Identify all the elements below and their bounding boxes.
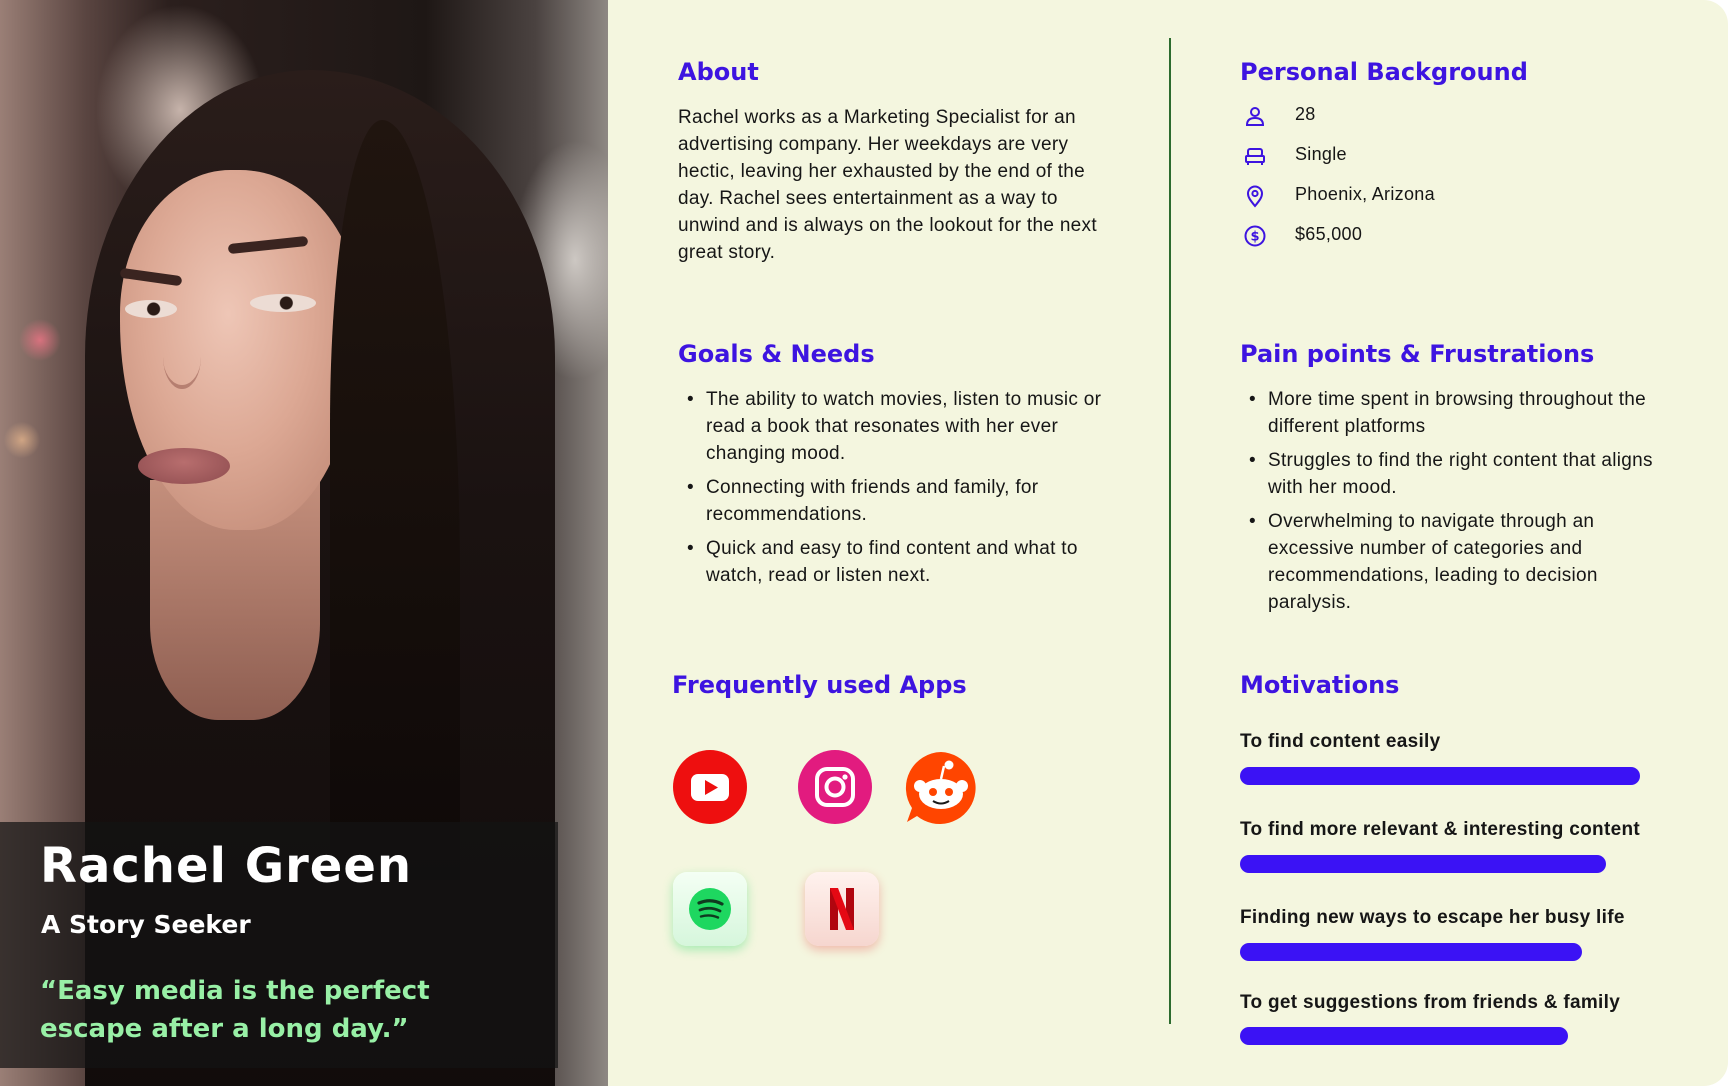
list-item: • The ability to watch movies, listen to music or read a book that resonates with her ever changing mood.: [678, 386, 1108, 467]
list-item: • More time spent in browsing throughout the different platforms: [1240, 386, 1660, 440]
motivation-bar-track: [1240, 943, 1640, 961]
list-item: • Quick and easy to find content and what to watch, read or listen next.: [678, 535, 1108, 589]
background-location: Phoenix, Arizona: [1295, 184, 1435, 204]
about-heading: About: [678, 58, 759, 86]
goals-list: [678, 386, 1108, 596]
persona-quote: “Easy media is the perfect escape after a long day.”: [40, 976, 430, 1044]
column-divider: [1169, 38, 1171, 1024]
youtube-icon[interactable]: [673, 750, 747, 824]
reddit-icon[interactable]: [903, 750, 977, 824]
background-income: $65,000: [1295, 224, 1363, 244]
svg-text:$: $: [1250, 229, 1260, 245]
background-age: 28: [1295, 104, 1316, 124]
instagram-icon[interactable]: [798, 750, 872, 824]
motivation-label: Finding new ways to escape her busy life: [1240, 907, 1625, 928]
background-age-row: [1240, 101, 1316, 131]
about-text: Rachel works as a Marketing Specialist for an advertising company. Her weekdays are very hectic, leaving her exhausted by the end of the day. Rachel sees entertainment as a way to unwind and is always on the lookout for the next great story.: [678, 107, 1097, 263]
spotify-icon[interactable]: [673, 872, 747, 946]
motivation-label: To get suggestions from friends & family: [1240, 992, 1621, 1013]
bed-icon: [1240, 141, 1270, 171]
photo-lips: [138, 448, 230, 484]
photo-eye-left: [125, 300, 177, 318]
list-item: • Connecting with friends and family, for recommendations.: [678, 474, 1108, 528]
dollar-coin-icon: [1240, 221, 1270, 251]
background-location-row: [1240, 181, 1435, 211]
persona-role: A Story Seeker: [41, 910, 251, 939]
motivation-bar: [1240, 1027, 1568, 1045]
goals-heading: Goals & Needs: [678, 340, 875, 368]
user-icon: [1240, 101, 1270, 131]
motivation-bar-track: [1240, 767, 1640, 785]
motivation-bar-track: [1240, 1027, 1640, 1045]
background-income-row: [1240, 221, 1363, 251]
list-item: • Overwhelming to navigate through an excessive number of categories and recommendations, leading to decision paralysis.: [1240, 508, 1660, 616]
background-status: Single: [1295, 144, 1347, 164]
pain-points-list: [1240, 386, 1660, 623]
photo-nose: [163, 325, 201, 389]
background-heading: Personal Background: [1240, 58, 1528, 86]
persona-name: Rachel Green: [40, 838, 413, 894]
motivation-label: To find more relevant & interesting content: [1240, 819, 1640, 840]
motivation-bar: [1240, 943, 1582, 961]
motivation-label: To find content easily: [1240, 731, 1441, 752]
persona-photo: [0, 0, 608, 1086]
background-status-row: [1240, 141, 1347, 171]
motivation-bar: [1240, 767, 1640, 785]
motivation-bar-track: [1240, 855, 1640, 873]
motivation-bar: [1240, 855, 1606, 873]
location-pin-icon: [1240, 181, 1270, 211]
apps-heading: Frequently used Apps: [672, 671, 967, 699]
netflix-icon[interactable]: [805, 872, 879, 946]
pain-points-heading: Pain points & Frustrations: [1240, 340, 1595, 368]
photo-eye-right: [250, 294, 316, 312]
motivations-heading: Motivations: [1240, 671, 1400, 699]
list-item: • Struggles to find the right content that aligns with her mood.: [1240, 447, 1660, 501]
